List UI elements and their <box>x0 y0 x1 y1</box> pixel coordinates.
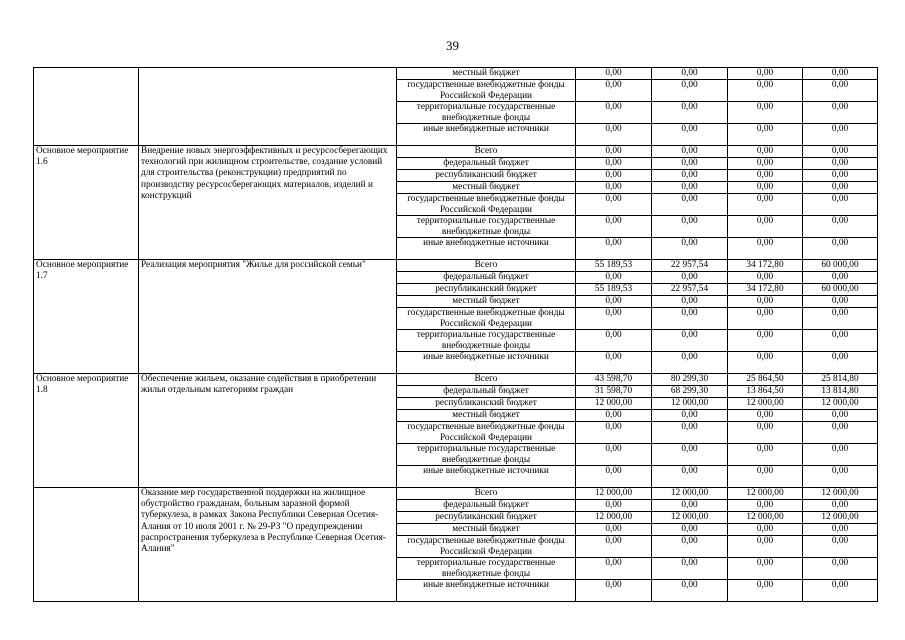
amount-cell: 12 000,00 <box>803 512 878 524</box>
amount-cell: 0,00 <box>652 102 728 124</box>
amount-cell: 0,00 <box>728 124 803 146</box>
amount-cell: 0,00 <box>652 410 728 422</box>
amount-cell: 0,00 <box>576 124 652 146</box>
amount-cell: 0,00 <box>803 102 878 124</box>
amount-cell: 25 814,80 <box>803 374 878 386</box>
amount-cell: 0,00 <box>652 444 728 466</box>
measure-label: Основное мероприятие 1.8 <box>34 374 139 488</box>
funding-source: территориальные государственные внебюджетные фонды <box>397 102 576 124</box>
funding-source: республиканский бюджет <box>397 512 576 524</box>
amount-cell: 0,00 <box>728 68 803 80</box>
amount-cell: 0,00 <box>728 558 803 580</box>
amount-cell: 0,00 <box>803 272 878 284</box>
amount-cell: 0,00 <box>728 182 803 194</box>
amount-cell: 0,00 <box>576 330 652 352</box>
amount-cell: 0,00 <box>576 102 652 124</box>
amount-cell: 55 189,53 <box>576 260 652 272</box>
amount-cell: 0,00 <box>652 216 728 238</box>
amount-cell: 0,00 <box>728 352 803 374</box>
table-row <box>34 68 878 80</box>
amount-cell: 0,00 <box>803 296 878 308</box>
amount-cell: 0,00 <box>576 170 652 182</box>
amount-cell: 0,00 <box>576 466 652 488</box>
funding-source: федеральный бюджет <box>397 158 576 170</box>
amount-cell: 0,00 <box>652 80 728 102</box>
funding-source: иные внебюджетные источники <box>397 466 576 488</box>
amount-cell: 12 000,00 <box>652 398 728 410</box>
amount-cell: 0,00 <box>803 308 878 330</box>
amount-cell: 0,00 <box>803 182 878 194</box>
amount-cell: 12 000,00 <box>803 398 878 410</box>
amount-cell: 0,00 <box>576 272 652 284</box>
amount-cell: 0,00 <box>652 558 728 580</box>
amount-cell: 0,00 <box>652 500 728 512</box>
measure-description <box>139 68 397 146</box>
amount-cell: 60 000,00 <box>803 284 878 296</box>
funding-source: республиканский бюджет <box>397 170 576 182</box>
amount-cell: 0,00 <box>803 158 878 170</box>
amount-cell: 0,00 <box>652 536 728 558</box>
amount-cell: 0,00 <box>728 410 803 422</box>
amount-cell: 0,00 <box>728 580 803 602</box>
amount-cell: 0,00 <box>803 524 878 536</box>
funding-table <box>33 67 878 602</box>
amount-cell: 0,00 <box>576 296 652 308</box>
amount-cell: 0,00 <box>652 68 728 80</box>
funding-source: государственные внебюджетные фонды Российской Федерации <box>397 422 576 444</box>
amount-cell: 55 189,53 <box>576 284 652 296</box>
amount-cell: 0,00 <box>728 80 803 102</box>
amount-cell: 0,00 <box>652 170 728 182</box>
amount-cell: 0,00 <box>803 422 878 444</box>
funding-source: местный бюджет <box>397 524 576 536</box>
measure-label: Основное мероприятие 1.6 <box>34 146 139 260</box>
amount-cell: 0,00 <box>576 182 652 194</box>
funding-source: территориальные государственные внебюджетные фонды <box>397 558 576 580</box>
amount-cell: 0,00 <box>728 500 803 512</box>
funding-source: государственные внебюджетные фонды Российской Федерации <box>397 536 576 558</box>
funding-source: федеральный бюджет <box>397 272 576 284</box>
amount-cell: 0,00 <box>728 308 803 330</box>
amount-cell: 0,00 <box>652 238 728 260</box>
amount-cell: 0,00 <box>576 536 652 558</box>
funding-source: федеральный бюджет <box>397 500 576 512</box>
amount-cell: 0,00 <box>652 124 728 146</box>
table-row <box>34 374 878 386</box>
amount-cell: 34 172,80 <box>728 284 803 296</box>
measure-label <box>34 68 139 146</box>
amount-cell: 0,00 <box>803 146 878 158</box>
amount-cell: 0,00 <box>576 444 652 466</box>
funding-source: Всего <box>397 260 576 272</box>
table-row <box>34 488 878 500</box>
table-row <box>34 146 878 158</box>
amount-cell: 0,00 <box>728 158 803 170</box>
amount-cell: 0,00 <box>652 308 728 330</box>
amount-cell: 0,00 <box>652 194 728 216</box>
amount-cell: 0,00 <box>803 68 878 80</box>
amount-cell: 0,00 <box>803 194 878 216</box>
funding-source: местный бюджет <box>397 68 576 80</box>
amount-cell: 0,00 <box>728 466 803 488</box>
amount-cell: 43 598,70 <box>576 374 652 386</box>
funding-source: иные внебюджетные источники <box>397 580 576 602</box>
amount-cell: 0,00 <box>803 580 878 602</box>
amount-cell: 0,00 <box>728 170 803 182</box>
amount-cell: 34 172,80 <box>728 260 803 272</box>
funding-source: Всего <box>397 146 576 158</box>
funding-source: местный бюджет <box>397 296 576 308</box>
amount-cell: 0,00 <box>803 410 878 422</box>
amount-cell: 12 000,00 <box>576 488 652 500</box>
amount-cell: 0,00 <box>576 524 652 536</box>
amount-cell: 12 000,00 <box>652 488 728 500</box>
funding-table-body <box>34 68 878 602</box>
amount-cell: 0,00 <box>576 352 652 374</box>
amount-cell: 0,00 <box>576 500 652 512</box>
amount-cell: 0,00 <box>652 580 728 602</box>
amount-cell: 0,00 <box>576 158 652 170</box>
amount-cell: 22 957,54 <box>652 284 728 296</box>
amount-cell: 0,00 <box>652 158 728 170</box>
measure-description: Внедрение новых энергоэффективных и ресурсосберегающих технологий при жилищном строительстве, создание условий для строительства (реконструкции) предприятий по производству ресурсосберегающих материалов, изделий и конструкций <box>139 146 397 260</box>
amount-cell: 0,00 <box>803 170 878 182</box>
funding-source: территориальные государственные внебюджетные фонды <box>397 216 576 238</box>
amount-cell: 13 814,80 <box>803 386 878 398</box>
amount-cell: 12 000,00 <box>728 488 803 500</box>
measure-label <box>34 488 139 602</box>
amount-cell: 22 957,54 <box>652 260 728 272</box>
amount-cell: 0,00 <box>728 216 803 238</box>
funding-source: республиканский бюджет <box>397 398 576 410</box>
amount-cell: 0,00 <box>652 272 728 284</box>
amount-cell: 0,00 <box>728 422 803 444</box>
amount-cell: 0,00 <box>652 524 728 536</box>
amount-cell: 0,00 <box>576 410 652 422</box>
amount-cell: 12 000,00 <box>576 512 652 524</box>
measure-description: Реализация мероприятия "Жилье для российской семьи" <box>139 260 397 374</box>
measure-description: Оказание мер государственной поддержки на жилищное обустройство гражданам, больным заразной формой туберкулеза, в рамках Закона Республики Северная Осетия-Алания от 10 июля 2001 г. № 29-РЗ "О предупреждении распространения туберкулеза в Республике Северная Осетия-Алания" <box>139 488 397 602</box>
page-number: 39 <box>446 38 459 53</box>
amount-cell: 0,00 <box>728 444 803 466</box>
table-row <box>34 260 878 272</box>
funding-source: республиканский бюджет <box>397 284 576 296</box>
funding-source: государственные внебюджетные фонды Российской Федерации <box>397 194 576 216</box>
amount-cell: 0,00 <box>576 422 652 444</box>
amount-cell: 0,00 <box>576 558 652 580</box>
funding-source: территориальные государственные внебюджетные фонды <box>397 330 576 352</box>
amount-cell: 0,00 <box>576 580 652 602</box>
amount-cell: 0,00 <box>728 536 803 558</box>
measure-label: Основное мероприятие 1.7 <box>34 260 139 374</box>
amount-cell: 80 299,30 <box>652 374 728 386</box>
amount-cell: 0,00 <box>576 308 652 330</box>
amount-cell: 0,00 <box>803 352 878 374</box>
amount-cell: 0,00 <box>728 238 803 260</box>
amount-cell: 0,00 <box>728 330 803 352</box>
amount-cell: 60 000,00 <box>803 260 878 272</box>
amount-cell: 0,00 <box>803 238 878 260</box>
amount-cell: 0,00 <box>803 466 878 488</box>
amount-cell: 0,00 <box>728 272 803 284</box>
amount-cell: 0,00 <box>652 296 728 308</box>
amount-cell: 0,00 <box>728 524 803 536</box>
amount-cell: 0,00 <box>803 500 878 512</box>
amount-cell: 0,00 <box>803 216 878 238</box>
amount-cell: 0,00 <box>803 444 878 466</box>
amount-cell: 0,00 <box>652 330 728 352</box>
amount-cell: 0,00 <box>652 182 728 194</box>
amount-cell: 0,00 <box>652 352 728 374</box>
amount-cell: 12 000,00 <box>728 398 803 410</box>
amount-cell: 0,00 <box>728 194 803 216</box>
funding-source: государственные внебюджетные фонды Российской Федерации <box>397 80 576 102</box>
amount-cell: 25 864,50 <box>728 374 803 386</box>
amount-cell: 12 000,00 <box>652 512 728 524</box>
funding-source: иные внебюджетные источники <box>397 352 576 374</box>
amount-cell: 0,00 <box>652 146 728 158</box>
amount-cell: 0,00 <box>728 146 803 158</box>
funding-source: иные внебюджетные источники <box>397 238 576 260</box>
amount-cell: 0,00 <box>652 466 728 488</box>
measure-description: Обеспечение жильем, оказание содействия в приобретении жилья отдельным категориям граждан <box>139 374 397 488</box>
funding-source: Всего <box>397 374 576 386</box>
amount-cell: 12 000,00 <box>803 488 878 500</box>
amount-cell: 31 598,70 <box>576 386 652 398</box>
amount-cell: 68 299,30 <box>652 386 728 398</box>
funding-source: Всего <box>397 488 576 500</box>
funding-source: местный бюджет <box>397 182 576 194</box>
amount-cell: 0,00 <box>803 558 878 580</box>
amount-cell: 0,00 <box>728 102 803 124</box>
funding-source: государственные внебюджетные фонды Российской Федерации <box>397 308 576 330</box>
amount-cell: 0,00 <box>803 330 878 352</box>
amount-cell: 0,00 <box>576 80 652 102</box>
amount-cell: 0,00 <box>803 124 878 146</box>
funding-source: федеральный бюджет <box>397 386 576 398</box>
amount-cell: 0,00 <box>576 194 652 216</box>
amount-cell: 0,00 <box>652 422 728 444</box>
amount-cell: 0,00 <box>576 68 652 80</box>
amount-cell: 0,00 <box>803 536 878 558</box>
amount-cell: 0,00 <box>728 296 803 308</box>
amount-cell: 0,00 <box>576 238 652 260</box>
funding-source: территориальные государственные внебюджетные фонды <box>397 444 576 466</box>
funding-source: местный бюджет <box>397 410 576 422</box>
amount-cell: 0,00 <box>803 80 878 102</box>
amount-cell: 12 000,00 <box>728 512 803 524</box>
amount-cell: 12 000,00 <box>576 398 652 410</box>
amount-cell: 13 864,50 <box>728 386 803 398</box>
amount-cell: 0,00 <box>576 146 652 158</box>
amount-cell: 0,00 <box>576 216 652 238</box>
funding-source: иные внебюджетные источники <box>397 124 576 146</box>
